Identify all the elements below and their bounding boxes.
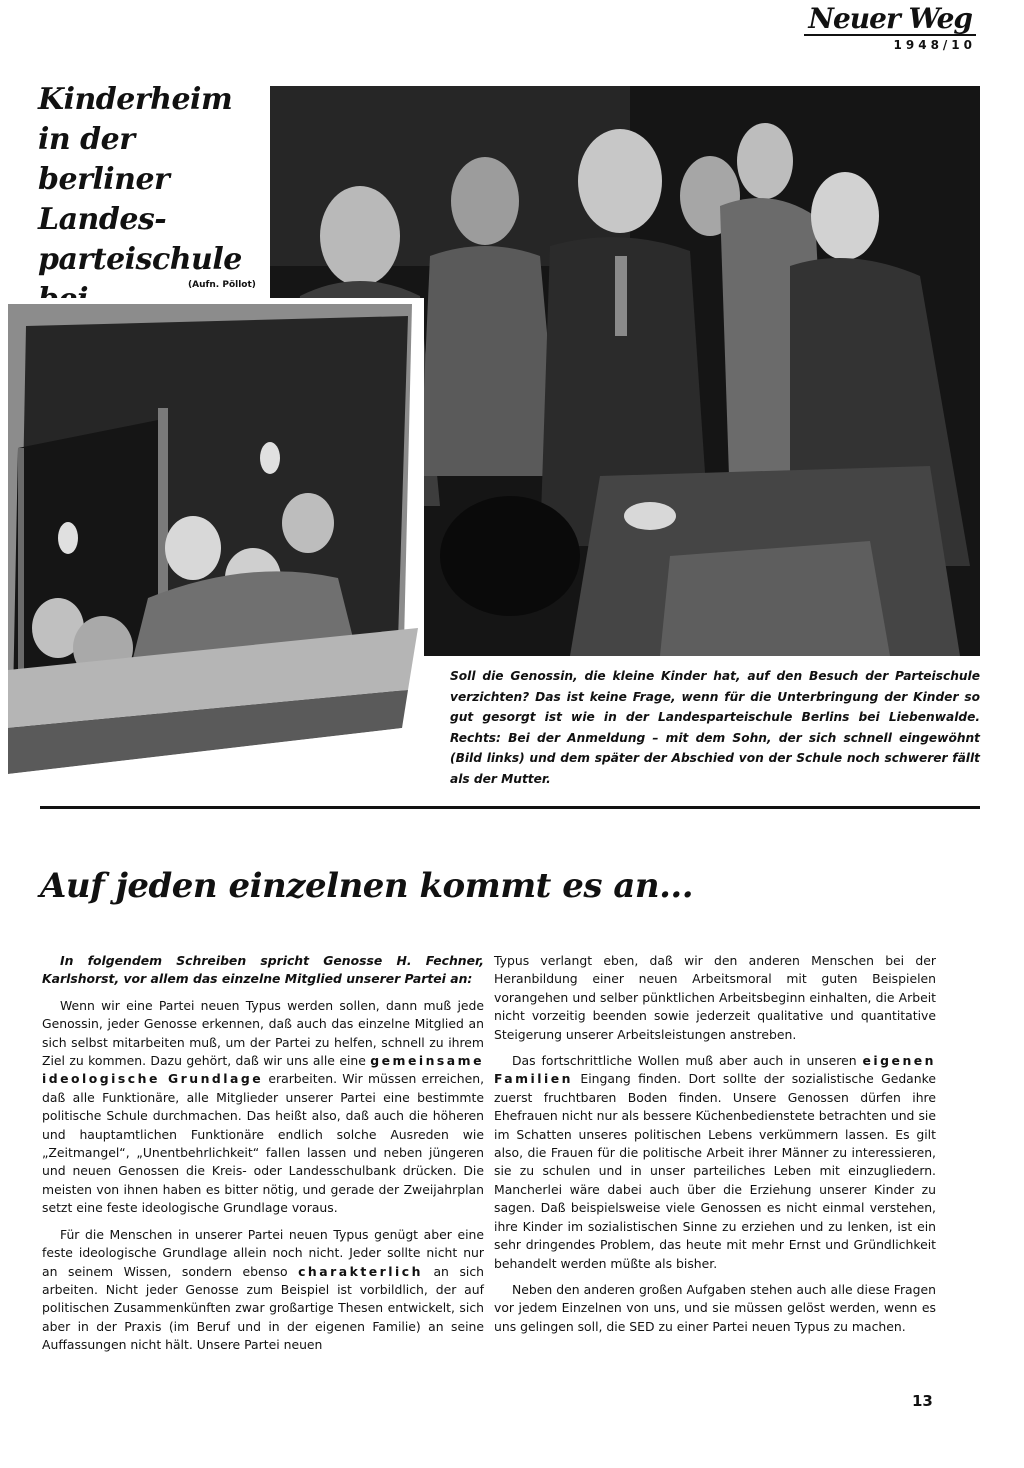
article-paragraph [42, 997, 484, 1218]
photo-children-illustration [8, 298, 424, 788]
photo-title-line: parteischule [38, 242, 242, 277]
photo-title-line: in der berliner [38, 122, 170, 197]
article-paragraph-continued: Typus verlangt eben, daß wir den anderen Menschen bei der Heranbildung einer neuen Arbeitsmoral mit guten Beispielen vorangehen und selber pünktlichen Arbeitsbeginn einhalten, die Arbeit nicht vorzeitig beenden sowie jederzeit qualitative und quantitative Steigerung unserer Arbeitsleistungen anstreben. [494, 953, 936, 1042]
article-paragraph [494, 1052, 936, 1273]
masthead-title: Neuer Weg [804, 4, 976, 36]
paragraph-text: an sich arbeiten. Nicht jeder Genosse zum Beispiel ist vorbildlich, der auf politischen Zusammenkünften zwar großartige Thesen entwickelt, sich aber in der Praxis (im Beruf und in der eigenen Familie) an seine Auffassungen nicht hält. Unsere Partei neuen [42, 1263, 485, 1353]
paragraph-text: Wenn wir eine Partei neuen Typus werden sollen, dann muß jede Genossin, jeder Genosse erkennen, daß auch das einzelne Mitglied an sich selbst mitarbeiten muß, um der Partei zu helfen, schnell zu ihrem Ziel zu kommen. Dazu gehört, daß wir uns alle eine [42, 997, 484, 1069]
article-paragraph [42, 1226, 484, 1355]
emphasized-text: gemeinsame ideologische Grundlage [42, 1053, 484, 1087]
photo-credit: (Aufn. Pöllot) [188, 280, 256, 290]
masthead [804, 4, 976, 52]
article-column-left [42, 952, 484, 1355]
article-headline: Auf jeden einzelnen kommt es an... [40, 866, 694, 906]
paragraph-text: erarbeiten. Wir müssen erreichen, daß alle Funktionäre, alle Mitglieder unserer Partei eine bestimmte politische Schule durchmachen. Das heißt also, daß auch die höheren und hauptamtlichen Funktionäre endlich solche Ausreden wie „Zeitmangel“, „Unentbehrlichkeit“ fallen lassen und neben jüngeren und neuen Genossen die Kreis- oder Landesschulbank drücken. Die meisten von ihnen haben es bitter nötig, und gerade der Zweijahrplan setzt eine feste ideologische Grundlage voraus. [42, 1071, 485, 1216]
article-paragraph: Neben den anderen großen Aufgaben stehen auch alle diese Fragen vor jedem Einzelnen von uns, und sie müssen gelöst werden, wenn es uns gelingen soll, die SED zu einer Partei neuen Typus zu machen. [494, 1281, 936, 1334]
photo-title-line: Landes- [38, 202, 167, 237]
masthead-issue: 1948/10 [893, 38, 976, 52]
emphasized-text: charakterlich [298, 1263, 423, 1279]
paragraph-text: Das fortschrittliche Wollen muß aber auch in unseren [512, 1053, 863, 1069]
photo-title-line: Kinderheim [38, 82, 233, 117]
section-divider [40, 806, 980, 809]
paragraph-text: Eingang finden. Dort sollte der sozialistische Gedanke zuerst fruchtbaren Boden finden. Unsere Genossen dürfen ihre Ehefrauen nicht nur als bessere Küchenbedienstete betrachten und sie im Schatten unseres politischen Lebens verkümmern lassen. Es gilt also, die Frauen für die politische Arbeit ihrer Männer zu interessieren, sie zu schulen und in unser parteiliches Leben mit einzugliedern. Mancherlei wäre dabei auch über die Erziehung unserer Kinder zu sagen. Daß beispielsweise viele Genossen es nicht einmal verstehen, ihre Kinder im sozialistischen Sinne zu erziehen und zu lenken, ist ein sehr dringendes Problem, das heute mit mehr Ernst und Gründlichkeit behandelt werden müßte als bisher. [494, 1071, 936, 1271]
photo-children-window [8, 298, 424, 788]
photo-caption: Soll die Genossin, die kleine Kinder hat, auf den Besuch der Parteischule verzichten? Das ist keine Frage, wenn für die Unterbringung der Kinder so gut gesorgt ist wie in der Landesparteischule Berlins bei Liebenwalde. Rechts: Bei der Anmeldung – mit dem Sohn, der sich schnell eingewöhnt (Bild links) und dem später der Abschied von der Schule noch schwerer fällt als der Mutter. [450, 669, 980, 786]
page-number: 13 [912, 1392, 933, 1410]
article-intro: In folgendem Schreiben spricht Genosse H. Fechner, Karlshorst, vor allem das einzelne Mitglied unserer Partei an: [42, 953, 484, 987]
article-column-right [494, 952, 936, 1336]
emphasized-text: eigenen Familien [494, 1053, 936, 1087]
paragraph-text: Für die Menschen in unserer Partei neuen Typus genügt aber eine feste ideologische Grundlage allein noch nicht. Jeder sollte nicht nur an seinem Wissen, sondern ebenso [42, 1226, 484, 1279]
